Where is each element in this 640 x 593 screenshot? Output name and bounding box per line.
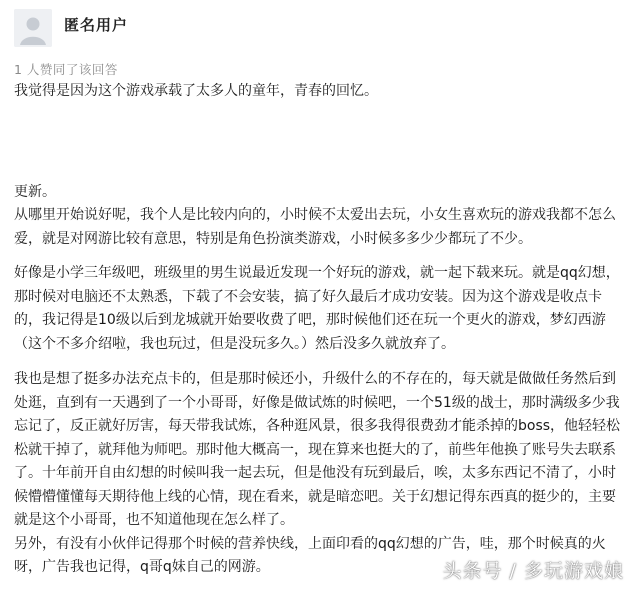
answer-paragraph: [14, 262, 630, 356]
paragraph-line: 从哪里开始说好呢，我个人是比较内向的，小时候不太爱出去玩，小女生喜欢玩的游戏我都不怎么: [14, 207, 616, 223]
answer-intro: 我觉得是因为这个游戏承载了太多人的童年，青春的回忆。: [14, 83, 378, 99]
paragraph-line: 爱，就是对网游比较有意思，特别是角色扮演类游戏，小时候多多少少都玩了不少。: [14, 230, 532, 247]
paragraph-line: 呀，广告我也记得，q哥q妹自己的网游。: [14, 559, 270, 575]
paragraph-line: 就是这个小哥哥，也不知道他现在怎么样了。: [14, 512, 294, 528]
author-name[interactable]: 匿名用户: [64, 16, 129, 34]
likes-count: 1 人赞同了该回答: [14, 62, 118, 77]
paragraph-line: 我也是想了挺多办法充点卡的，但是那时候还小，升级什么的不存在的，每天就是做做任务然后到: [14, 371, 616, 387]
answer-paragraph: [14, 204, 630, 251]
paragraph-line: 的，我记得是10级以后到龙城就开始要收费了吧，那时候他们还在玩一个更火的游戏，梦幻西游: [14, 312, 606, 328]
paragraph-line: 好像是小学三年级吧，班级里的男生说最近发现一个好玩的游戏，就一起下载来玩。就是qq幻想，: [14, 265, 620, 281]
update-label: 更新。: [14, 184, 56, 200]
watermark: 头条号 / 多玩游戏娘: [442, 560, 624, 582]
answer-paragraph: [14, 368, 630, 580]
paragraph-line: 松就干掉了，就拜他为师吧。那时他大概高一，现在算来也挺大的了，前些年他换了账号失去联系: [14, 441, 616, 458]
paragraph-line: 处逛，直到有一天遇到了一个小哥哥，好像是做试炼的时候吧，一个51级的战士，那时满级多少我: [14, 394, 620, 411]
paragraph-line: 了。十年前开自由幻想的时候叫我一起去玩，但是他没有玩到最后，唉，太多东西记不清了，小时: [14, 465, 616, 481]
paragraph-line: 另外，有没有小伙伴记得那个时候的营养快线，上面印看的qq幻想的广告，哇，那个时候真的火: [14, 535, 606, 552]
paragraph-line: 候懵懵懂懂每天期待他上线的心情，现在看来，就是暗恋吧。关于幻想记得东西真的挺少的，主要: [14, 488, 616, 505]
paragraph-line: 那时候对电脑还不太熟悉，下载了不会安装，搞了好久最后才成功安装。因为这个游戏是收点卡: [14, 288, 602, 305]
paragraph-line: （这个不多介绍啦，我也玩过，但是没玩多久。）然后没多久就放弃了。: [14, 335, 455, 352]
paragraph-line: 忘记了，反正就好厉害，每天带我试炼，各种逛风景，很多我得很费劲才能杀掉的boss，他轻轻松: [14, 418, 621, 434]
anonymous-avatar-icon[interactable]: [14, 9, 52, 47]
